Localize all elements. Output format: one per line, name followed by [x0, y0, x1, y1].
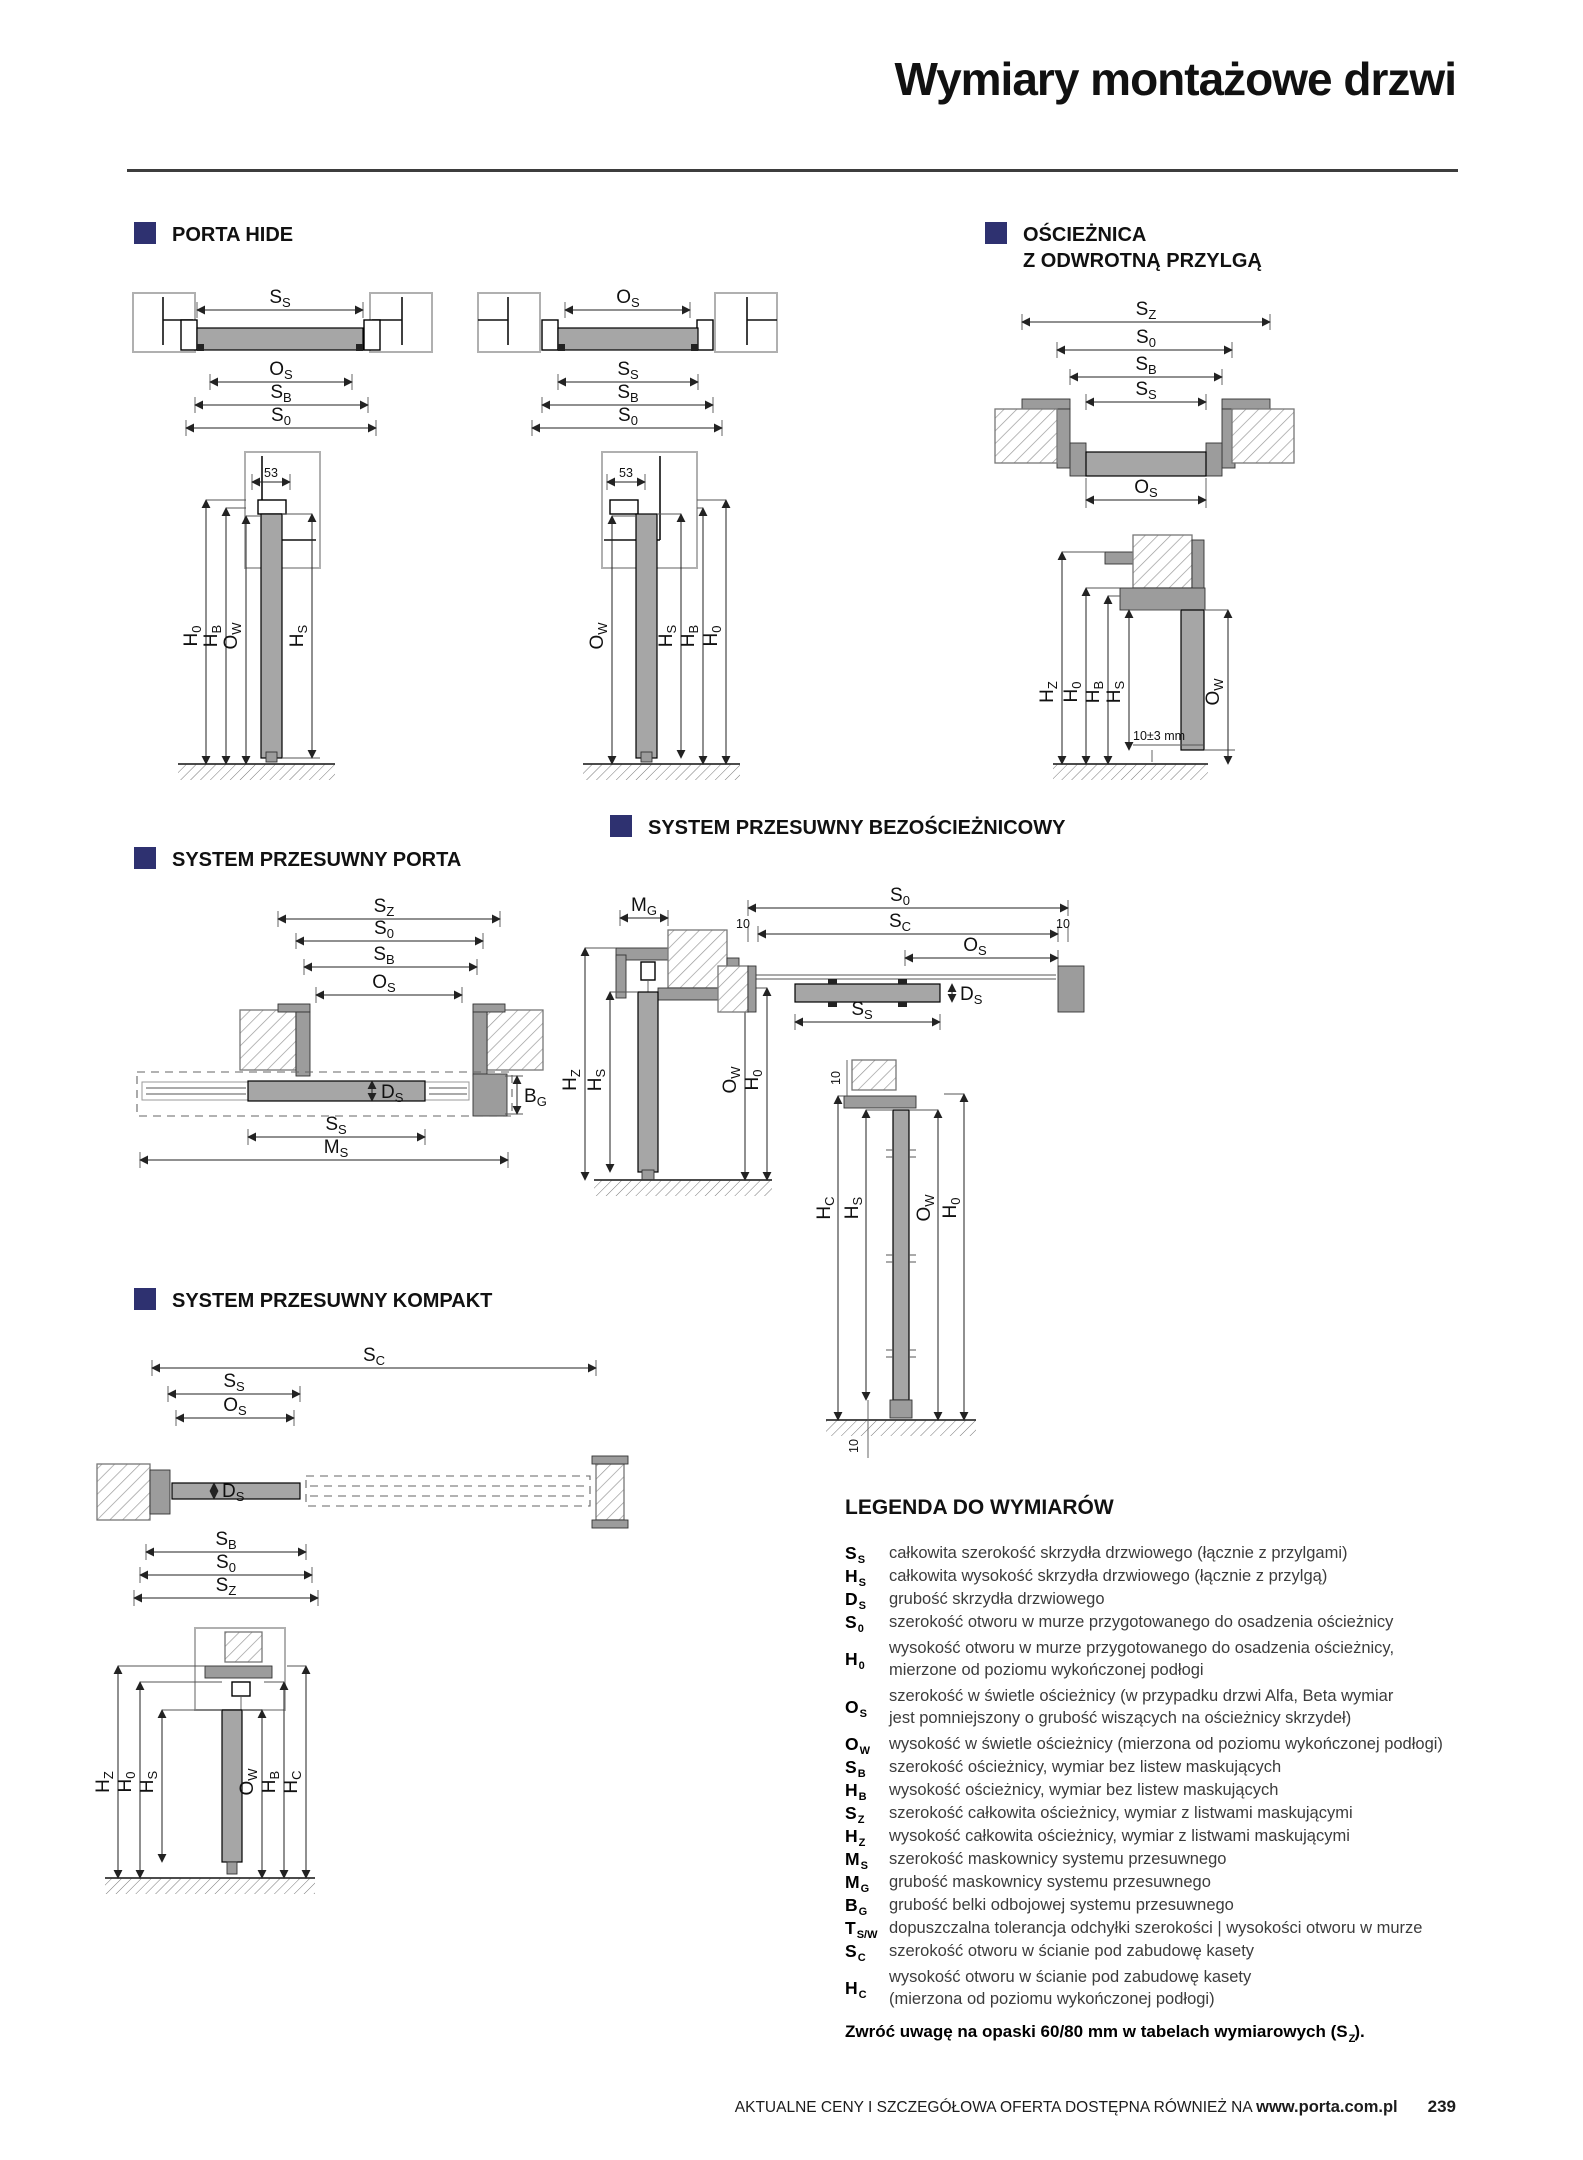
dim-label-hz: $H_Z$	[93, 1771, 116, 1793]
dim-label-ss: $S_S$	[223, 1371, 245, 1394]
diagram-porta-hide-section-b	[583, 452, 740, 780]
dim-label-hz: $H_Z$	[560, 1069, 583, 1091]
footer-text: AKTUALNE CENY I SZCZEGÓŁOWA OFERTA DOSTĘPNA RÓWNIEŻ NA	[734, 2099, 1257, 2116]
dim-label-hs: $H_S$	[1104, 680, 1127, 704]
diagram-porta-hide-section-a	[178, 452, 335, 780]
dim-label-h0: $H_0$	[1061, 681, 1084, 703]
page-number: 239	[1427, 2097, 1456, 2116]
dim-label-hz: $H_Z$	[1037, 681, 1060, 703]
dim-label-ss: $S_S$	[269, 287, 291, 310]
dim-label-s0: $S_0$	[216, 1552, 236, 1575]
legend-item: $S_Z$ szerokość całkowita ościeżnicy, wymiar z listwami maskującymi	[845, 1802, 1353, 1826]
legend-item: $H_0$ wysokość otworu w murze przygotowanego do osadzenia ościeżnicy, mierzone od poziomu wykończonej podłogi	[845, 1639, 1395, 1679]
dim-label-sb: $S_B$	[617, 382, 639, 405]
dim-label-os: $O_S$	[223, 1395, 247, 1418]
diagram-bezoscieznicowy-section	[814, 1060, 976, 1458]
footer-url-link[interactable]: www.porta.com.pl	[1256, 2098, 1398, 2116]
dim-label-ms: $M_S$	[323, 1137, 349, 1160]
dim-label-ow: $O_W$	[914, 1194, 937, 1222]
section-title: SYSTEM PRZESUWNY BEZOŚCIEŻNICOWY	[648, 817, 1066, 839]
dim-label-ds: $D_S$	[381, 1082, 404, 1105]
dim-label-sb: $S_B$	[1135, 354, 1157, 377]
legend-item: $T_{S/W}$ dopuszczalna tolerancja odchyłki szerokości | wysokości otworu w murze	[845, 1917, 1423, 1941]
legend-item: $H_Z$ wysokość całkowita ościeżnicy, wymiar z listwami maskującymi	[845, 1825, 1350, 1849]
dim-label-sb: $S_B$	[270, 382, 292, 405]
dim-label-hs: $H_S$	[656, 624, 679, 648]
dim-label-hs: $H_S$	[137, 1770, 160, 1794]
legend-title: LEGENDA DO WYMIARÓW	[845, 1496, 1114, 1519]
legend-item: $M_S$ szerokość maskownicy systemu przesuwnego	[845, 1848, 1227, 1872]
diagram-oscieznica-plan	[995, 299, 1294, 508]
dim-label-ow: $O_W$	[587, 622, 610, 650]
dim-label-ds: $D_S$	[960, 984, 983, 1007]
dim-label-s0: $S_0$	[374, 918, 394, 941]
legend-item: $B_G$ grubość belki odbojowej systemu przesuwnego	[845, 1894, 1234, 1918]
dim-label-sb: $S_B$	[373, 944, 395, 967]
dim-label-hb: $H_B$	[678, 624, 701, 648]
legend-item: $O_W$ wysokość w świetle ościeżnicy (mierzona od poziomu wykończonej podłogi)	[845, 1733, 1443, 1757]
dim-label-s0: $S_0$	[890, 885, 910, 908]
diagram-porta-hide-plan-b	[478, 287, 777, 436]
dim-label-hs: $H_S$	[287, 624, 310, 648]
legend-item: $H_B$ wysokość ościeżnicy, wymiar bez listew maskujących	[845, 1779, 1279, 1803]
legend-item: $H_S$ całkowita wysokość skrzydła drzwiowego (łącznie z przylgą)	[845, 1565, 1328, 1589]
diagram-kompakt-section	[93, 1628, 315, 1894]
dim-label-hs: $H_S$	[842, 1196, 865, 1220]
dim-label-53: 53	[619, 466, 633, 480]
dim-label-s0: $S_0$	[271, 405, 291, 428]
section-title: SYSTEM PRZESUWNY KOMPAKT	[172, 1290, 493, 1312]
dim-label-h0: $H_0$	[701, 625, 724, 647]
dim-label-ow: $O_W$	[720, 1066, 743, 1094]
dim-label-ss: $S_S$	[851, 999, 873, 1022]
legend-item: $M_G$ grubość maskownicy systemu przesuwnego	[845, 1871, 1211, 1895]
section-title: SYSTEM PRZESUWNY PORTA	[172, 849, 462, 871]
dim-label-sc: $S_C$	[888, 911, 912, 934]
legend-item: $S_0$ szerokość otworu w murze przygotowanego do osadzenia ościeżnicy	[845, 1611, 1394, 1635]
dim-label-os: $O_S$	[616, 287, 640, 310]
dim-label-os: $O_S$	[372, 972, 396, 995]
dim-label-sz: $S_Z$	[215, 1575, 237, 1598]
dim-label-ss: $S_S$	[325, 1114, 347, 1137]
legend-item: $S_C$ szerokość otworu w ścianie pod zabudowę kasety	[845, 1940, 1255, 1964]
diagram-kompakt-plan	[97, 1345, 628, 1606]
dim-label-ss: $S_S$	[617, 359, 639, 382]
dim-label-s0: $S_0$	[618, 405, 638, 428]
dim-label-hs: $H_S$	[585, 1068, 608, 1092]
legend-item: $H_C$ wysokość otworu w ścianie pod zabudowę kasety (mierzona od poziomu wykończonej podłogi)	[845, 1968, 1252, 2008]
dim-label-tolerance: 10±3 mm	[1133, 729, 1186, 743]
dim-label-hb: $H_B$	[201, 624, 224, 648]
legend-item: $S_S$ całkowita szerokość skrzydła drzwiowego (łącznie z przylgami)	[845, 1542, 1348, 1566]
dim-label-ds: $D_S$	[222, 1481, 245, 1504]
dim-label-53: 53	[264, 466, 278, 480]
dim-label-sz: $S_Z$	[373, 896, 395, 919]
dim-label-h0: $H_0$	[115, 1771, 138, 1793]
dim-label-10-left: 10	[736, 917, 750, 931]
diagram-przesuwny-porta-section	[560, 895, 772, 1196]
legend-item: $O_S$ szerokość w świetle ościeżnicy (w przypadku drzwi Alfa, Beta wymiar jest pomniejszony o grubość wiszących na ościeżnicy skrzydeł)	[845, 1687, 1394, 1727]
legend-note: Zwróć uwagę na opaski 60/80 mm w tabelach wymiarowych $(S_Z)$.	[845, 2022, 1365, 2045]
dim-label-sb: $S_B$	[215, 1529, 237, 1552]
legend-item: $D_S$ grubość skrzydła drzwiowego	[845, 1588, 1105, 1612]
dim-label-ss: $S_S$	[1135, 379, 1157, 402]
diagram-przesuwny-porta-plan	[137, 896, 547, 1168]
dim-label-mg: $M_G$	[631, 895, 657, 918]
dim-label-hb: $H_B$	[259, 1770, 282, 1794]
dim-label-10-top: 10	[829, 1071, 843, 1085]
dim-label-sc: $S_C$	[362, 1345, 386, 1368]
dim-label-ow: $O_W$	[1203, 678, 1226, 706]
legend-item: $S_B$ szerokość ościeżnicy, wymiar bez listew maskujących	[845, 1756, 1282, 1780]
dim-label-h0: $H_0$	[742, 1069, 765, 1091]
dim-label-os: $O_S$	[269, 359, 293, 382]
dim-label-bg: $B_G$	[524, 1086, 547, 1109]
diagram-bezoscieznicowy-plan	[718, 885, 1084, 1030]
dim-label-hb: $H_B$	[1083, 680, 1106, 704]
dim-label-os: $O_S$	[963, 935, 987, 958]
dim-label-s0: $S_0$	[1136, 327, 1156, 350]
dim-label-h0: $H_0$	[181, 625, 204, 647]
page-title: Wymiary montażowe drzwi	[894, 53, 1456, 105]
diagram-oscieznica-section	[1037, 535, 1235, 780]
dim-label-ow: $O_W$	[237, 1768, 260, 1796]
dim-label-ow: $O_W$	[221, 622, 244, 650]
section-title: PORTA HIDE	[172, 224, 294, 246]
dim-label-hc: $H_C$	[281, 1770, 304, 1794]
dim-label-10-bottom: 10	[847, 1439, 861, 1453]
legend	[845, 1496, 1463, 2045]
section-title-line1: OŚCIEŻNICA	[1023, 224, 1147, 246]
dim-label-10-right: 10	[1056, 917, 1070, 931]
dim-label-h0: $H_0$	[940, 1197, 963, 1219]
diagram-porta-hide-plan-a	[133, 287, 432, 436]
section-title-line2: Z ODWROTNĄ PRZYLGĄ	[1023, 250, 1262, 272]
page-footer	[735, 2097, 1456, 2117]
dim-label-os: $O_S$	[1134, 477, 1158, 500]
dim-label-hc: $H_C$	[814, 1196, 837, 1220]
dim-label-sz: $S_Z$	[1135, 299, 1157, 322]
